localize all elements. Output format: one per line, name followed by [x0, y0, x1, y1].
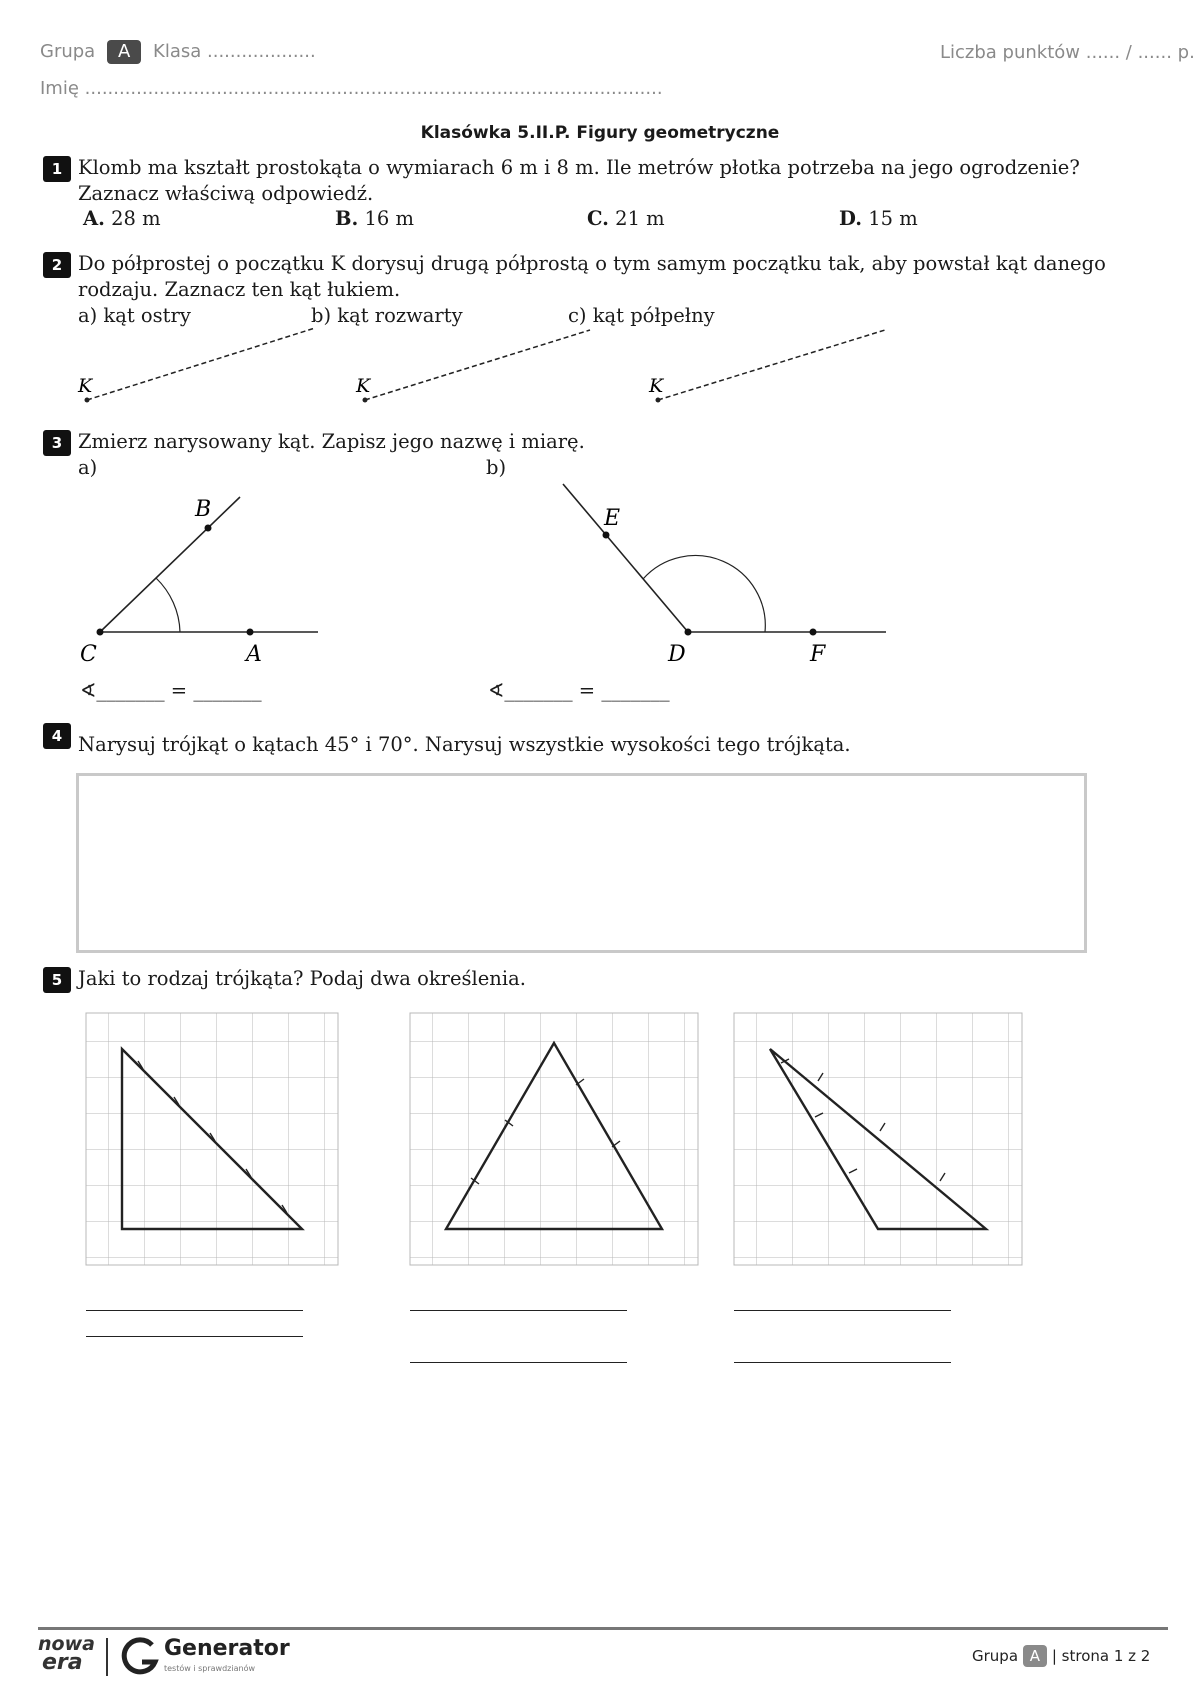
angle-a-figure	[80, 497, 318, 667]
answer-c[interactable]	[587, 207, 665, 230]
half-line-c-ray	[658, 330, 885, 400]
answer-line-2a[interactable]	[410, 1310, 627, 1311]
answer-a-text: 28 m	[111, 207, 161, 230]
group-badge: A	[107, 40, 141, 64]
name-field	[40, 78, 663, 99]
group-label: Grupa	[40, 41, 96, 62]
points-field	[940, 42, 1195, 63]
point-k-c	[656, 398, 661, 403]
question-number-3: 3	[43, 430, 71, 456]
answer-c-text: 21 m	[615, 207, 665, 230]
ray-de	[563, 484, 688, 632]
triangle-grid-2	[410, 1013, 698, 1265]
angle-b-arc	[643, 556, 765, 632]
point-k-a	[85, 398, 90, 403]
footer-page-info	[972, 1645, 1150, 1667]
answer-line-3a[interactable]	[734, 1310, 951, 1311]
option-2b-label: b) kąt rozwarty	[311, 304, 463, 327]
answer-b-letter: B.	[335, 207, 359, 230]
angle-b-answer[interactable]: ∢_______ = _______	[488, 679, 670, 702]
class-label: Klasa	[153, 41, 202, 62]
label-k-a: K	[78, 375, 93, 397]
triangle-grid-3	[734, 1013, 1022, 1265]
answer-line-1b[interactable]	[86, 1336, 303, 1337]
answer-a[interactable]	[83, 207, 161, 230]
point-f	[810, 629, 817, 636]
generator-logo-sub: testów i sprawdzianów	[164, 1664, 255, 1673]
answer-d[interactable]	[839, 207, 918, 230]
option-2a-label: a) kąt ostry	[78, 304, 191, 327]
nowa-era-logo	[38, 1635, 98, 1679]
page-title: Klasówka 5.II.P. Figury geometryczne	[420, 123, 780, 143]
question-number-2: 2	[43, 252, 71, 278]
point-c	[97, 629, 104, 636]
label-c: C	[80, 642, 97, 667]
name-dots: .....................................................................................................	[84, 78, 663, 99]
label-k-b: K	[356, 375, 371, 397]
question-number-5: 5	[43, 967, 71, 993]
logo-text-top: nowa	[38, 1633, 95, 1655]
footer-group-badge: A	[1023, 1645, 1047, 1667]
point-a	[247, 629, 254, 636]
generator-logo-text: Generator	[164, 1636, 290, 1661]
question-3-text: Zmierz narysowany kąt. Zapisz jego nazwę i miarę.	[78, 430, 585, 453]
q2-half-lines	[0, 320, 1200, 410]
option-2c-label: c) kąt półpełny	[568, 304, 715, 327]
q5-triangles	[0, 1005, 1200, 1275]
answer-a-letter: A.	[83, 207, 105, 230]
generator-g-icon	[120, 1636, 162, 1678]
point-k-b	[363, 398, 368, 403]
half-line-b[interactable]	[355, 330, 590, 403]
ray-cb	[100, 497, 240, 632]
name-label: Imię	[40, 78, 79, 99]
question-number-4: 4	[43, 723, 71, 749]
option-3a-label: a)	[78, 456, 98, 479]
group-field	[40, 40, 316, 64]
footer-page-number: | strona 1 z 2	[1051, 1647, 1151, 1665]
half-line-c[interactable]	[648, 330, 885, 403]
answer-d-letter: D.	[839, 207, 863, 230]
angle-b-figure	[563, 484, 886, 667]
question-1-line-2: Zaznacz właściwą odpowiedź.	[78, 182, 374, 205]
triangle-grid-1	[86, 1013, 338, 1265]
label-b: B	[195, 497, 212, 522]
point-d	[685, 629, 692, 636]
half-line-a-ray	[87, 328, 315, 400]
q3-angles	[0, 480, 1200, 670]
label-k-c: K	[649, 375, 664, 397]
points-label: Liczba punktów	[940, 42, 1081, 63]
label-d: D	[668, 642, 686, 667]
answer-b[interactable]	[335, 207, 414, 230]
drawing-area[interactable]	[76, 773, 1087, 953]
question-5-text: Jaki to rodzaj trójkąta? Podaj dwa określenia.	[78, 967, 526, 990]
label-e: E	[604, 506, 621, 531]
logo-separator	[106, 1638, 108, 1676]
answer-c-letter: C.	[587, 207, 609, 230]
question-1-line-1: Klomb ma kształt prostokąta o wymiarach 6 m i 8 m. Ile metrów płotka potrzeba na jego ogrodzenie?	[78, 156, 1080, 179]
points-blank: ...... / ...... p.	[1085, 42, 1195, 63]
answer-b-text: 16 m	[364, 207, 414, 230]
angle-a-answer[interactable]: ∢_______ = _______	[80, 679, 262, 702]
half-line-b-ray	[365, 330, 590, 400]
label-f: F	[810, 642, 826, 667]
question-1-text	[78, 155, 1080, 207]
class-dots: ...................	[207, 41, 316, 62]
point-e	[603, 532, 610, 539]
question-2-text	[78, 251, 1106, 303]
grid-2-background	[410, 1013, 698, 1265]
question-2-line-1: Do półprostej o początku K dorysuj drugą półprostą o tym samym początku tak, aby powstał kąt danego	[78, 252, 1106, 275]
footer-divider	[38, 1627, 1168, 1630]
answer-line-2b[interactable]	[410, 1362, 627, 1363]
question-4-text: Narysuj trójkąt o kątach 45° i 70°. Narysuj wszystkie wysokości tego trójkąta.	[78, 733, 851, 756]
half-line-a[interactable]	[77, 328, 315, 403]
label-a: A	[246, 642, 262, 667]
question-2-line-2: rodzaju. Zaznacz ten kąt łukiem.	[78, 278, 401, 301]
option-3b-label: b)	[486, 456, 507, 479]
footer-group-label: Grupa	[972, 1647, 1019, 1665]
question-number-1: 1	[43, 156, 71, 182]
logo-text-bottom: era	[42, 1650, 83, 1675]
answer-line-1a[interactable]	[86, 1310, 303, 1311]
angle-a-arc	[156, 578, 180, 632]
point-b	[205, 525, 212, 532]
answer-line-3b[interactable]	[734, 1362, 951, 1363]
answer-d-text: 15 m	[868, 207, 918, 230]
